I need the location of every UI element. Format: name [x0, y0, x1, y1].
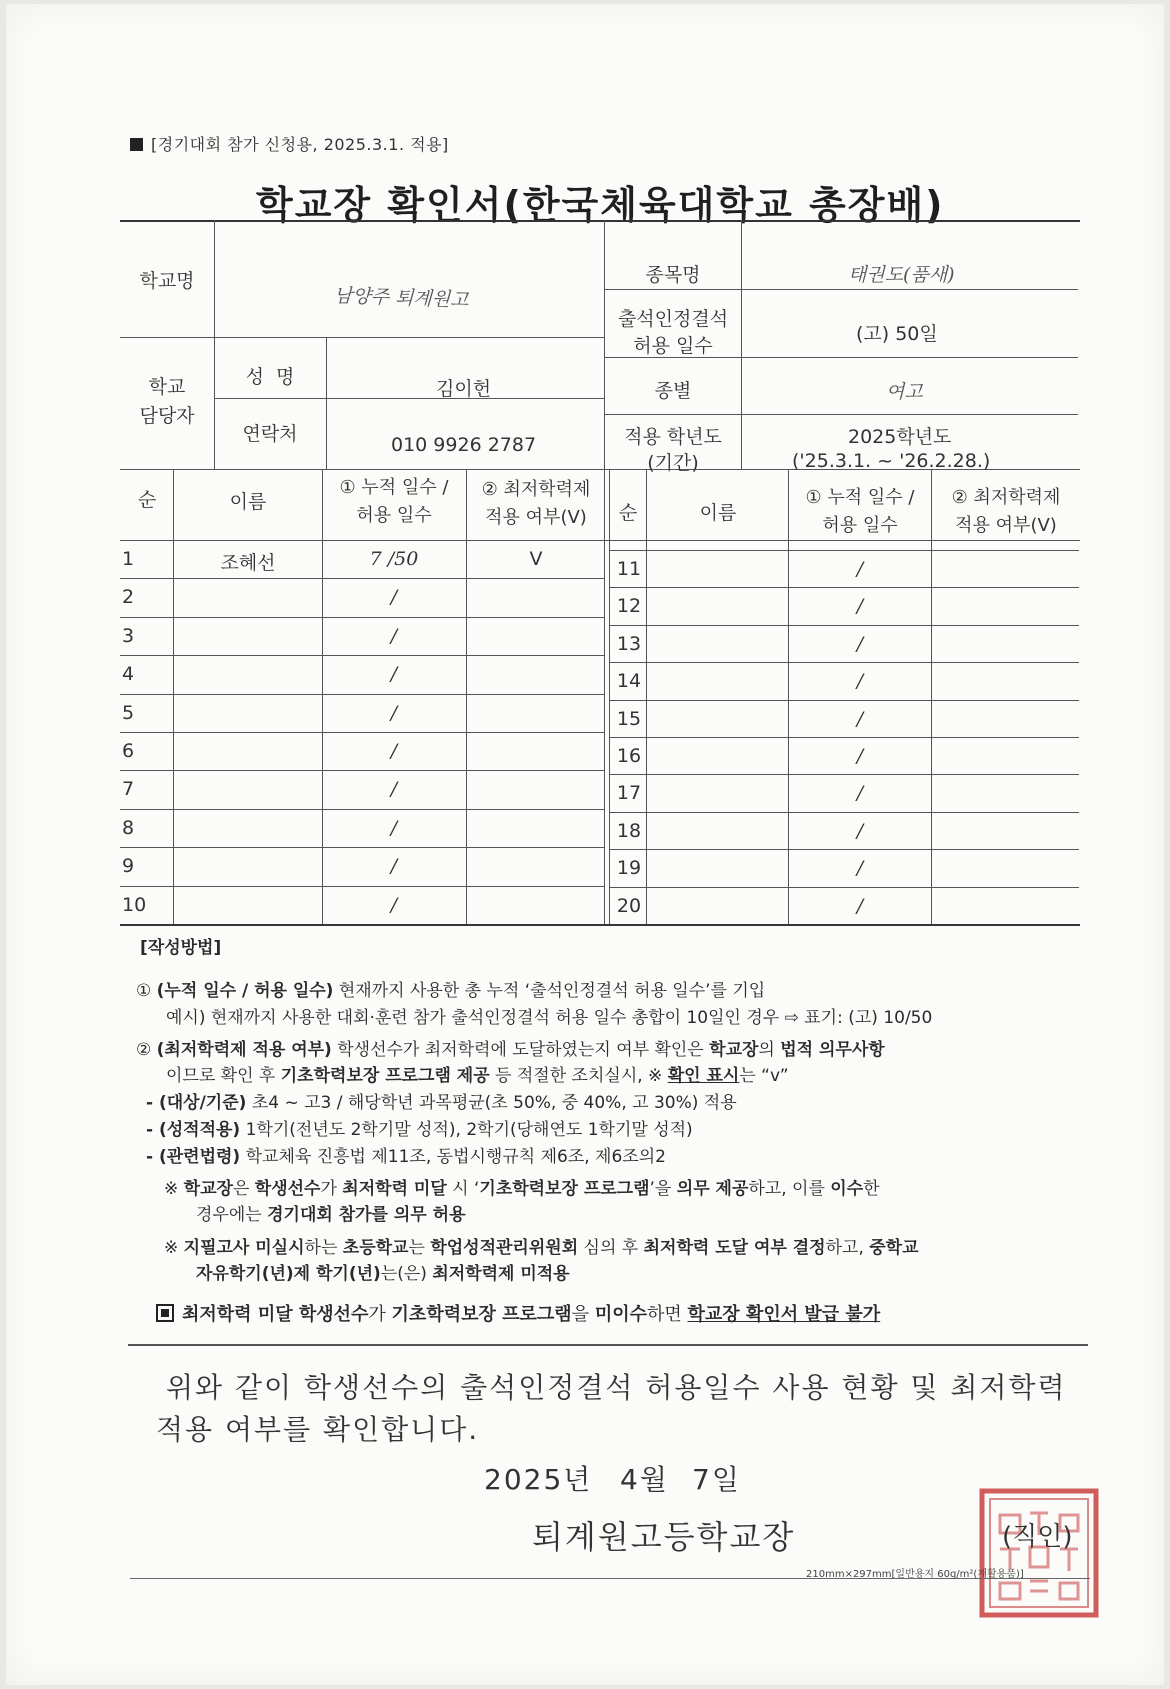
contact-label: 연락처 — [242, 423, 298, 445]
guide-bold: 중학교 — [869, 1238, 919, 1258]
guide-text: 가 — [368, 1304, 392, 1325]
row-number: 1 — [122, 548, 135, 570]
row-number: 2 — [122, 586, 135, 608]
table-bottom-rule — [120, 924, 1080, 926]
guide-text: 경우에는 — [196, 1205, 268, 1225]
row-number: 3 — [122, 625, 135, 647]
document-page — [6, 4, 1164, 1685]
table-top-rule — [120, 220, 1080, 222]
col-header-min-line2: 적용 여부(V) — [485, 507, 587, 528]
days-used: / — [856, 670, 864, 692]
checkbox-fill-icon — [161, 1309, 169, 1317]
rule — [214, 337, 215, 469]
row-number: 15 — [616, 708, 642, 730]
guide-bold: 학교장 — [709, 1040, 759, 1060]
col-header-days-line2: 허용 일수 — [356, 505, 432, 526]
absence-allowed-label-2: 허용 일수 — [633, 335, 713, 357]
rule — [646, 469, 647, 924]
guide-bold: 미이수 — [594, 1304, 647, 1325]
guide-bold: 지필고사 미실시 — [183, 1238, 305, 1258]
row-rule — [120, 886, 604, 887]
rule — [788, 469, 789, 924]
days-used: 7 /50 — [369, 548, 419, 570]
guide-text: ’을 — [649, 1179, 677, 1199]
guide-bold: 기초학력보장 프로그램 — [391, 1304, 572, 1325]
guide-bold: 초등학교 — [342, 1238, 409, 1258]
guide-bold: 법적 의무사항 — [780, 1040, 885, 1060]
guide-text: 의 — [758, 1040, 781, 1060]
guide-bold: - (관련법령) — [146, 1147, 241, 1167]
absence-allowed-value: (고) 50일 — [856, 323, 938, 345]
rule — [604, 220, 605, 469]
row-rule — [120, 617, 604, 618]
days-used: / — [856, 857, 864, 879]
col-header-no: 순 — [618, 502, 638, 524]
guide-bold: 최저학력 미달 학생선수 — [182, 1304, 369, 1325]
guide-text: 가 — [320, 1179, 343, 1199]
guide-bold: - (성적적용) — [146, 1120, 241, 1140]
guide-text: 는 — [408, 1238, 431, 1258]
col-header-min-line1: ② 최저학력제 — [951, 487, 1061, 508]
days-used: / — [856, 633, 864, 655]
guide-bold: 최저학력 도달 여부 결정 — [643, 1238, 826, 1258]
guide-text: 초4 ~ 고3 / 해당학년 과목평균(초 50%, 중 40%, 고 30%) 적용 — [246, 1093, 737, 1113]
date-year: 2025년 — [484, 1463, 593, 1496]
guide-bold: 학생선수 — [254, 1179, 321, 1199]
col-header-name: 이름 — [699, 502, 737, 524]
rule — [466, 469, 467, 924]
manager-label-2: 담당자 — [139, 405, 195, 427]
days-used: / — [390, 740, 398, 762]
col-header-min-line1: ② 최저학력제 — [481, 479, 591, 500]
guide-text: 하는 — [304, 1238, 343, 1258]
school-name-value: 남양주 퇴계원고 — [333, 284, 469, 312]
school-year-label-2: (기간) — [647, 452, 699, 474]
row-number: 9 — [122, 855, 135, 877]
guide-detail-law — [146, 1144, 666, 1170]
rule — [173, 469, 174, 924]
guide-detail-grades — [146, 1117, 693, 1143]
guide-bold: 이수 — [830, 1179, 864, 1199]
guide-text: ※ — [164, 1238, 184, 1258]
row-rule — [609, 737, 1079, 738]
period-value: ('25.3.1. ~ '26.2.28.) — [792, 450, 991, 472]
guide-detail-target — [146, 1090, 737, 1116]
row-number: 4 — [122, 663, 135, 685]
warning-line — [156, 1302, 880, 1328]
row-number: 10 — [122, 894, 147, 916]
guide-text: 하고, — [825, 1238, 870, 1258]
row-number: 6 — [122, 740, 135, 762]
row-number: 18 — [616, 820, 642, 842]
manager-label-1: 학교 — [148, 376, 186, 398]
rule — [604, 289, 1078, 290]
guide-text: 은 — [232, 1179, 255, 1199]
days-used: / — [856, 708, 864, 730]
signer-title: 퇴계원고등학교장 — [532, 1518, 796, 1556]
row-rule — [609, 550, 1079, 551]
school-year-label-1: 적용 학년도 — [624, 426, 722, 448]
date-day: 7일 — [692, 1463, 741, 1496]
row-number: 16 — [616, 745, 642, 767]
confirmation-line-2: 적용 여부를 확인합니다. — [156, 1413, 480, 1446]
col-header-min — [468, 476, 604, 532]
guide-text: 학교체육 진흥법 제11조, 동법시행규칙 제6조, 제6조의2 — [240, 1147, 666, 1167]
row-rule — [120, 655, 604, 656]
row-number: 8 — [122, 817, 135, 839]
row-rule — [609, 774, 1079, 775]
paper-spec-note: 210mm×297mm[일반용지 60g/m²(재활용품)] — [806, 1569, 1024, 1580]
days-used: / — [856, 558, 864, 580]
guide-bold: (최저학력제 적용 여부) — [156, 1040, 332, 1060]
rule — [609, 469, 610, 924]
row-rule — [609, 587, 1079, 588]
school-year-value: 2025학년도 — [848, 426, 952, 448]
guide-bold: (누적 일수 / 허용 일수) — [156, 981, 334, 1001]
row-rule — [120, 732, 604, 733]
col-header-min-line2: 적용 여부(V) — [955, 515, 1057, 536]
rule — [326, 337, 327, 469]
days-used: / — [856, 895, 864, 917]
guide-text: 는(은) — [380, 1264, 433, 1284]
row-rule — [120, 694, 604, 695]
row-rule — [609, 812, 1079, 813]
school-name-label: 학교명 — [139, 270, 195, 292]
event-name-label: 종목명 — [645, 264, 701, 286]
usage-notice — [130, 132, 449, 155]
days-used: / — [856, 745, 864, 767]
guide-bold: 학교장 — [183, 1179, 233, 1199]
guide-text: 1학기(전년도 2학기말 성적), 2학기(당해연도 1학기말 성적) — [240, 1120, 693, 1140]
days-used: / — [390, 778, 398, 800]
guide-bold: 최저학력제 미적용 — [432, 1264, 570, 1284]
guide-text: 한 — [863, 1179, 880, 1199]
manager-name-label: 성 명 — [245, 366, 295, 388]
row-rule — [120, 809, 604, 810]
rule — [741, 220, 742, 469]
rule — [120, 337, 604, 338]
guide-text: 현재까지 사용한 총 누적 ‘출석인정결석 허용 일수’를 기입 — [333, 981, 766, 1001]
category-value: 여고 — [886, 381, 923, 403]
col-header-days-line2: 허용 일수 — [822, 515, 898, 536]
guide-item-2 — [136, 1037, 885, 1063]
row-number: 12 — [616, 595, 642, 617]
guide-num: ② — [136, 1040, 152, 1060]
guide-bold: 자유학기(년)제 학기(년) — [196, 1264, 381, 1284]
row-rule — [120, 578, 604, 579]
row-rule — [609, 625, 1079, 626]
row-number: 7 — [122, 778, 135, 800]
days-used: / — [390, 855, 398, 877]
days-used: / — [390, 702, 398, 724]
absence-allowed-label-1: 출석인정결석 — [617, 308, 729, 330]
row-rule — [609, 887, 1079, 888]
rule — [322, 469, 323, 924]
guide-text: 등 적절한 조치실시, ※ — [489, 1066, 668, 1086]
square-bullet-icon — [130, 138, 143, 151]
days-used: / — [390, 625, 398, 647]
row-rule — [609, 700, 1079, 701]
row-rule — [609, 662, 1079, 663]
days-used: / — [390, 586, 398, 608]
guide-text: 심의 후 — [578, 1238, 644, 1258]
guide-bottom-rule — [128, 1344, 1088, 1346]
row-number: 11 — [616, 558, 642, 580]
rule — [604, 414, 1078, 415]
guide-item-2-line2 — [166, 1063, 789, 1089]
row-rule — [120, 770, 604, 771]
col-header-days-line1: ① 누적 일수 / — [339, 477, 449, 498]
seal-mark: (직인) — [1002, 1522, 1073, 1552]
rule — [214, 398, 604, 399]
row-number: 17 — [616, 782, 642, 804]
confirmation-line-1: 위와 같이 학생선수의 출석인정결석 허용일수 사용 현황 및 최저학력 — [166, 1371, 1067, 1404]
event-name-value: 태권도(품새) — [848, 264, 955, 286]
guide-num: ① — [136, 981, 152, 1001]
row-number: 14 — [616, 670, 642, 692]
col-header-days — [324, 474, 464, 530]
days-used: / — [390, 817, 398, 839]
guide-bold: 경기대회 참가를 의무 허용 — [267, 1205, 466, 1225]
category-label: 종별 — [654, 380, 692, 402]
guide-text: 하고, 이를 — [748, 1179, 831, 1199]
guide-text: 시 ‘ — [446, 1179, 480, 1199]
guide-text: 하면 — [647, 1304, 688, 1325]
guide-underline: 확인 표시 — [667, 1066, 740, 1086]
col-header-days — [790, 484, 930, 540]
row-number: 20 — [616, 895, 642, 917]
col-header-min — [933, 484, 1079, 540]
days-used: / — [390, 663, 398, 685]
days-used: / — [856, 595, 864, 617]
guide-note-2 — [164, 1235, 919, 1261]
guide-item-1 — [136, 978, 765, 1004]
row-rule — [609, 849, 1079, 850]
row-number: 13 — [616, 633, 642, 655]
row-rule — [120, 847, 604, 848]
guide-item-1-example: 예시) 현재까지 사용한 대회·훈련 참가 출석인정결석 허용 일수 총합이 10일인 경우 ⇨ 표기: (고) 10/50 — [166, 1008, 933, 1028]
guide-bold: - (대상/기준) — [146, 1093, 247, 1113]
col-header-no: 순 — [137, 489, 157, 511]
contact-value: 010 9926 2787 — [391, 434, 537, 456]
days-used: / — [856, 782, 864, 804]
guide-bold: 최저학력 미달 — [342, 1179, 447, 1199]
checkbox-icon — [156, 1304, 174, 1322]
official-seal-icon — [978, 1487, 1100, 1619]
manager-name-value: 김이헌 — [436, 378, 492, 400]
col-header-name: 이름 — [229, 491, 267, 513]
rule — [931, 469, 932, 924]
guide-text: 학생선수가 최저학력에 도달하였는지 여부 확인은 — [331, 1040, 710, 1060]
guide-underline: 학교장 확인서 발급 불가 — [687, 1304, 881, 1325]
guide-note-1-line2 — [196, 1202, 466, 1228]
guide-text: 는 “v” — [739, 1066, 789, 1086]
guide-note-1 — [164, 1176, 880, 1202]
guide-text: ※ — [164, 1179, 184, 1199]
guide-text: 이므로 확인 후 — [166, 1066, 281, 1086]
usage-notice-text: [경기대회 참가 신청용, 2025.3.1. 적용] — [151, 135, 449, 154]
rule — [214, 220, 215, 337]
min-academic-check: V — [529, 548, 543, 570]
guide-bold: 기초학력보장 프로그램 제공 — [280, 1066, 490, 1086]
row-number: 5 — [122, 702, 135, 724]
guide-bold: 학업성적관리위원회 — [430, 1238, 579, 1258]
guide-bold: 기초학력보장 프로그램 — [479, 1179, 650, 1199]
student-name: 조혜선 — [220, 552, 276, 574]
row-number: 19 — [616, 857, 642, 879]
days-used: / — [856, 820, 864, 842]
date-month: 4월 — [620, 1463, 669, 1496]
guide-text: 을 — [571, 1304, 595, 1325]
document-title: 학교장 확인서(한국체육대학교 총장배) — [256, 183, 945, 227]
guide-note-2-line2 — [196, 1261, 570, 1287]
col-header-days-line1: ① 누적 일수 / — [805, 487, 915, 508]
guide-heading: [작성방법] — [140, 938, 222, 958]
guide-bold: 의무 제공 — [676, 1179, 749, 1199]
rule — [120, 540, 1080, 541]
rule — [604, 469, 605, 924]
days-used: / — [390, 894, 398, 916]
